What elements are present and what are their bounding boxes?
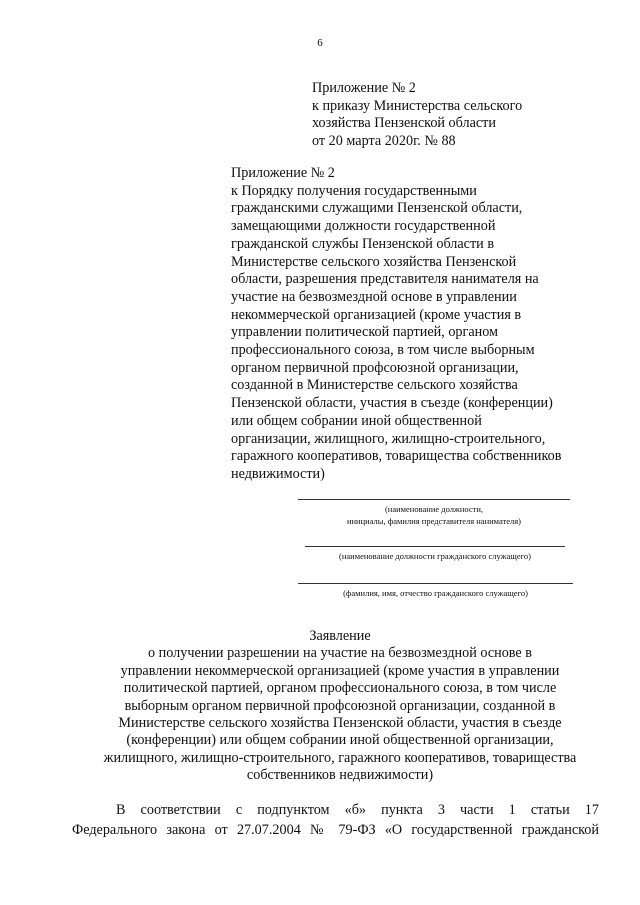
statement-line: собственников недвижимости)	[246, 767, 434, 784]
appendix-line: недвижимости)	[231, 465, 325, 482]
statement-title: Заявление	[309, 628, 371, 644]
appendix-line: некоммерческой организацией (кроме участия в	[231, 306, 522, 323]
order-appendix-block	[312, 80, 612, 150]
appendix-line: созданной в Министерстве сельского хозяйства	[231, 377, 518, 394]
position-caption: (наименование должности гражданского служащего)	[339, 551, 531, 561]
appendix-line: гражданской службы Пензенской области в	[231, 235, 495, 252]
appendix-line: Пензенской области, участия в съезде (конференции)	[231, 395, 553, 412]
appendix-line: участие на безвозмездной основе в управлении	[231, 288, 517, 305]
statement-line: политической партией, органом профессионального союза, в том числе	[123, 680, 557, 697]
appendix-line: области, разрешения представителя нанимателя на	[231, 271, 539, 288]
paragraph-line: В соответствии с подпунктом «б» пункта 3 части 1 статьи 17	[116, 802, 599, 818]
body-paragraph	[72, 801, 599, 840]
appendix-line: организации, жилищного, жилищно-строительного,	[231, 430, 546, 447]
appendix-line: к приказу Министерства сельского	[312, 97, 523, 114]
appendix-line: органом первичной профсоюзной организации,	[231, 359, 519, 376]
appendix-line: замещающими должности государственной	[231, 218, 496, 235]
statement-line: управлении некоммерческой организацией (кроме участия в управлении	[120, 662, 560, 679]
employer-fill-line	[298, 499, 570, 500]
statement-line: жилищного, жилищно-строительного, гаражного кооперативов, товарищества	[103, 749, 577, 766]
page-number: 6	[317, 37, 323, 49]
name-field[interactable]	[298, 583, 573, 600]
statement-line: Министерстве сельского хозяйства Пензенской области, участия в съезде	[118, 715, 562, 732]
statement-line: о получении разрешении на участие на безвозмездной основе в	[148, 645, 532, 662]
employer-field[interactable]	[298, 499, 570, 527]
appendix-line: Приложение № 2	[312, 80, 416, 96]
appendix-line: гаражного кооперативов, товарищества собственников	[231, 448, 562, 465]
appendix-line: профессионального союза, в том числе выборным	[231, 342, 535, 359]
procedure-appendix-block	[231, 165, 611, 484]
appendix-line: Министерстве сельского хозяйства Пензенской	[231, 253, 517, 270]
employer-caption: (наименование должности, инициалы, фамилия представителя нанимателя)	[346, 504, 522, 526]
paragraph-line: Федерального закона от 27.07.2004 № 79-ФЗ «О государственной гражданской	[72, 821, 599, 838]
appendix-title: Приложение № 2	[231, 165, 335, 181]
appendix-line: или общем собрании иной общественной	[231, 412, 482, 429]
position-field[interactable]	[305, 546, 565, 563]
statement-line: (конференции) или общем собрании иной общественной организации,	[126, 732, 554, 749]
position-fill-line	[305, 546, 565, 547]
name-caption: (фамилия, имя, отчество гражданского служащего)	[343, 588, 528, 598]
name-fill-line	[298, 583, 573, 584]
appendix-line: хозяйства Пензенской области	[312, 115, 496, 131]
appendix-line: управлении политической партией, органом	[231, 324, 499, 341]
appendix-line: гражданскими служащими Пензенской области,	[231, 200, 523, 217]
statement-line: выборным органом первичной профсоюзной организации, созданной в	[124, 697, 556, 714]
appendix-line: от 20 марта 2020г. № 88	[312, 132, 456, 149]
statement-block	[70, 628, 610, 785]
appendix-line: к Порядку получения государственными	[231, 182, 477, 199]
